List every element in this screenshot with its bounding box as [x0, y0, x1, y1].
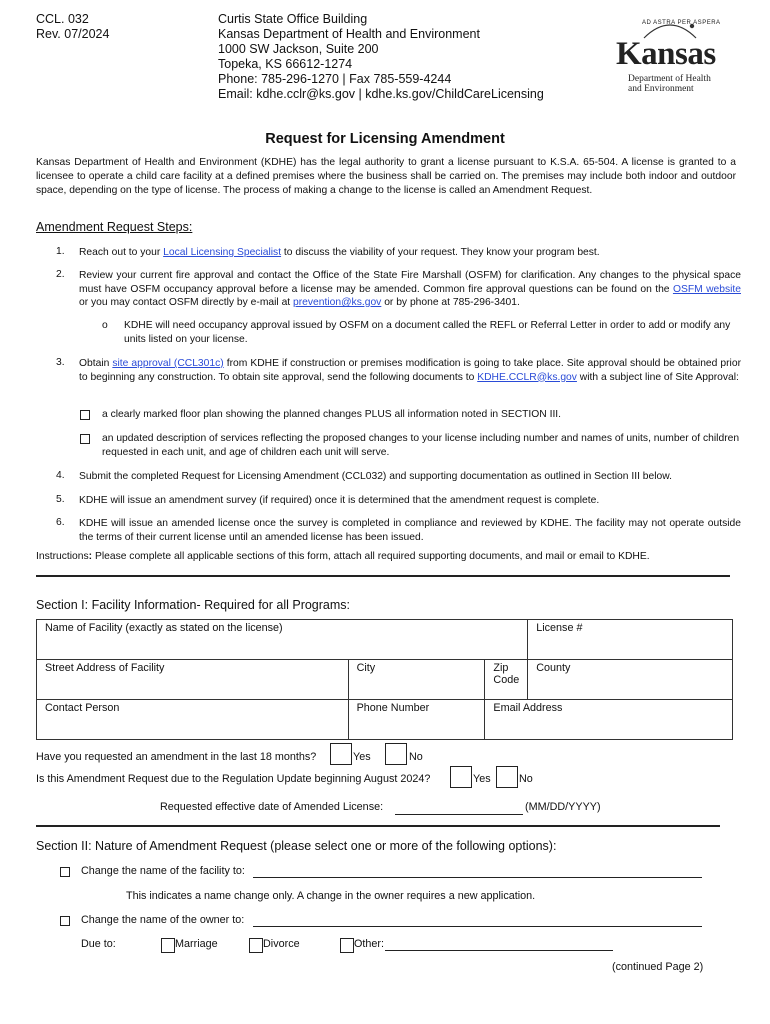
logo-word: Kansas	[616, 36, 716, 72]
step-number: 6.	[56, 517, 65, 528]
q1-no-label: No	[409, 751, 423, 763]
step-number: 4.	[56, 470, 65, 481]
step-2-subtext: KDHE will need occupancy approval issued by OSFM on a document called the REFL or Referral Letter in order to add or modify any units listed on your license.	[124, 320, 731, 345]
continued-note: (continued Page 2)	[612, 961, 704, 973]
step-number: 2.	[56, 269, 65, 280]
marriage-checkbox[interactable]	[161, 938, 175, 953]
other-checkbox[interactable]	[340, 938, 354, 953]
change-facility-name-label: Change the name of the facility to:	[81, 865, 245, 877]
step-6-text: KDHE will issue an amended license once the survey is completed in compliance and reviewed by KDHE. The facility may not operate outside the terms of their current license until an amended license has been issued.	[79, 518, 741, 543]
facility-info-table	[36, 619, 733, 740]
name-change-note: This indicates a name change only. A change in the owner requires a new application.	[126, 890, 536, 902]
kdhe-cclr-email-link[interactable]: KDHE.CCLR@ks.gov	[477, 371, 577, 383]
new-owner-name-input[interactable]	[253, 926, 702, 927]
marriage-label: Marriage	[175, 938, 218, 950]
q1-yes-label: Yes	[353, 751, 371, 763]
divorce-label: Divorce	[263, 938, 300, 950]
q1-yes-checkbox[interactable]	[330, 743, 352, 765]
change-owner-name-checkbox[interactable]	[60, 916, 70, 926]
address-line: Phone: 785-296-1270 | Fax 785-559-4244	[218, 72, 452, 86]
step-1-text: Reach out to your Local Licensing Specialist to discuss the viability of your request. They know your program best.	[79, 247, 600, 258]
page-title: Request for Licensing Amendment	[265, 131, 505, 147]
step-number: 1.	[56, 246, 65, 257]
intro-paragraph: Kansas Department of Health and Environment (KDHE) has the legal authority to grant a license pursuant to K.S.A. 65-504. A license is granted to a licensee to operate a child care facility at a defined premises where the business shall be carried on. The premises may include both indoor and outdoor space, depending on the type of license. The process of making a change to the license is called an Amendment Request.	[36, 157, 736, 196]
revision-date: Rev. 07/2024	[36, 27, 110, 41]
osfm-website-link[interactable]: OSFM website	[672, 283, 741, 295]
phone-number-field[interactable]: Phone Number	[348, 700, 485, 740]
address-line: Kansas Department of Health and Environment	[218, 27, 480, 41]
logo-subtitle: Department of Health and Environment	[628, 74, 711, 94]
steps-heading: Amendment Request Steps:	[36, 220, 193, 234]
step-3-text: Obtain site approval (CCL301c) from KDHE if construction or premises modification is going to take place. Site approval should be obtained prior to beginning any construction. To obtain site approval, send the following documents to KDHE.CCLR@ks.gov with a subject line of Site Approval:	[79, 358, 741, 383]
site-approval-link[interactable]: site approval (CCL301c)	[112, 358, 224, 369]
zip-code-field[interactable]: Zip Code	[485, 660, 528, 700]
site-approval-item: a clearly marked floor plan showing the planned changes PLUS all information noted in SECTION III.	[102, 409, 562, 420]
q2-no-checkbox[interactable]	[496, 766, 518, 788]
address-line: 1000 SW Jackson, Suite 200	[218, 42, 379, 56]
step-4-text: Submit the completed Request for Licensing Amendment (CCL032) and supporting documentation as outlined in Section III below.	[79, 471, 672, 482]
effective-date-input[interactable]	[395, 814, 523, 815]
q2-yes-label: Yes	[473, 773, 491, 785]
section-divider	[36, 575, 730, 577]
address-line: Topeka, KS 66612-1274	[218, 57, 353, 71]
address-line: Curtis State Office Building	[218, 12, 368, 26]
step-5-text: KDHE will issue an amendment survey (if required) once it is determined that the amendment request is complete.	[79, 495, 600, 506]
other-label: Other:	[354, 938, 385, 950]
address-line: Email: kdhe.cclr@ks.gov | kdhe.ks.gov/ChildCareLicensing	[218, 87, 544, 101]
q2-no-label: No	[519, 773, 533, 785]
instructions-text: Instructions: Please complete all applicable sections of this form, attach all required supporting documents, and mail or email to KDHE.	[36, 551, 650, 562]
checkbox-icon	[80, 434, 90, 444]
section-1-heading: Section I: Facility Information- Required for all Programs:	[36, 598, 351, 612]
prevention-email-link[interactable]: prevention@ks.gov	[293, 297, 382, 308]
other-reason-input[interactable]	[385, 950, 613, 951]
contact-person-field[interactable]: Contact Person	[37, 700, 349, 740]
local-licensing-specialist-link[interactable]: Local Licensing Specialist	[163, 247, 282, 258]
regulation-update-question: Is this Amendment Request due to the Regulation Update beginning August 2024?	[36, 773, 431, 785]
checkbox-icon	[80, 410, 90, 420]
divorce-checkbox[interactable]	[249, 938, 263, 953]
kdhe-logo	[612, 18, 722, 94]
section-divider	[36, 825, 720, 827]
step-2-text: Review your current fire approval and contact the Office of the State Fire Marshall (OSFM) for clarification. Any changes to the physical space must have OSFM occupancy approval before a license may be amended. Common fire approval questions can be found on the OSFM website or you may contact OSFM directly by e-mail at prevention@ks.gov or by phone at 785-296-3401.	[79, 270, 741, 308]
license-number-field[interactable]: License #	[528, 620, 733, 660]
form-id-block	[36, 12, 109, 42]
amendment-18-months-question: Have you requested an amendment in the last 18 months?	[36, 751, 317, 763]
logo-motto: AD ASTRA PER ASPERA	[642, 20, 721, 26]
step-number: 3.	[56, 357, 65, 368]
step-number: 5.	[56, 494, 65, 505]
form-id: CCL. 032	[36, 12, 89, 26]
city-field[interactable]: City	[348, 660, 485, 700]
date-format-hint: (MM/DD/YYYY)	[525, 801, 601, 813]
sub-bullet: o	[102, 320, 108, 331]
q1-no-checkbox[interactable]	[385, 743, 407, 765]
street-address-field[interactable]: Street Address of Facility	[37, 660, 349, 700]
q2-yes-checkbox[interactable]	[450, 766, 472, 788]
site-approval-item: an updated description of services reflecting the proposed changes to your license including number and names of units, number of children requested in each unit, and age of children each unit will serve.	[102, 433, 740, 458]
due-to-label: Due to:	[81, 938, 116, 950]
change-owner-name-label: Change the name of the owner to:	[81, 914, 245, 926]
county-field[interactable]: County	[528, 660, 733, 700]
agency-address	[218, 12, 544, 102]
section-2-heading: Section II: Nature of Amendment Request (please select one or more of the following options):	[36, 839, 557, 853]
facility-name-field[interactable]: Name of Facility (exactly as stated on the license)	[37, 620, 528, 660]
email-address-field[interactable]: Email Address	[485, 700, 733, 740]
new-facility-name-input[interactable]	[253, 877, 702, 878]
change-facility-name-checkbox[interactable]	[60, 867, 70, 877]
effective-date-label: Requested effective date of Amended License:	[160, 801, 384, 813]
